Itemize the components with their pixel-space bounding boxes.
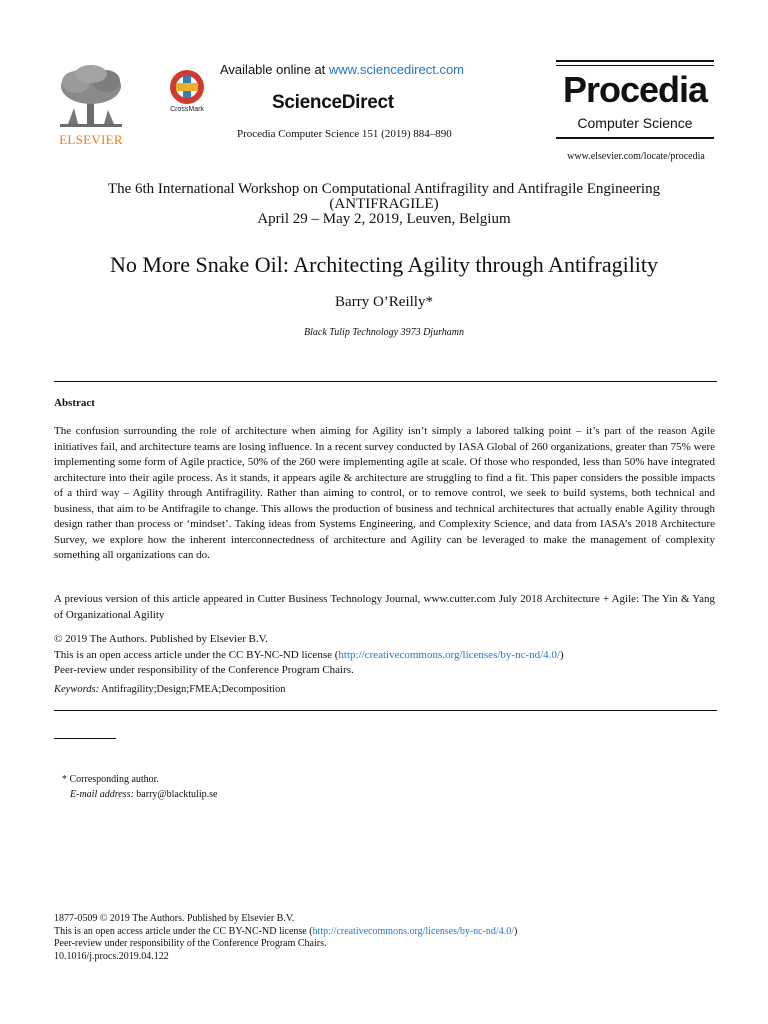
workshop-info bbox=[0, 182, 768, 227]
procedia-rule-top bbox=[556, 60, 714, 62]
elsevier-tree-icon bbox=[54, 64, 128, 130]
workshop-line-3: April 29 – May 2, 2019, Leuven, Belgium bbox=[257, 211, 511, 227]
copyright-line: © 2019 The Authors. Published by Elsevier B.V. bbox=[54, 633, 268, 645]
corresponding-footnote bbox=[62, 772, 217, 802]
paper-title: No More Snake Oil: Architecting Agility through Antifragility bbox=[109, 252, 659, 277]
paper-author: Barry O’Reilly* bbox=[335, 294, 433, 310]
bottom-license-prefix: This is an open access article under the CC BY-NC-ND license ( bbox=[54, 925, 313, 937]
paper-affiliation: Black Tulip Technology 3973 Djurhamn bbox=[304, 327, 464, 338]
abstract-body: The confusion surrounding the role of architecture when aiming for Agility isn’t simply a labored talking point – it’s part of the reason Agile initiatives fail, and architecture teams are losing influence. In a recent survey conducted by IASA Global of 260 organizations, greater than 75% were implementing some form of Agile practice, 50% of the 260 were implementing agile at scale. Of those who responded, less than 50% have integrated architecture into their agile process. As it stands, it appears agile & architecture are struggling to find a fit. This paper considers the possible impacts of a third way – Agility through Antifragility. Rather than aiming to control, or to remove control, we seek to build systems, both technical and business, that aim to be Antifragile to change. This allows the production of business and technical architectures that actually enable Agility through design rather than process or ‘mindset’. Taking ideas from Systems Engineering, and Complexity Science, and data from IASA’s 2018 Architecture Survey, we explore how the inherent interconnectedness of architecture and Agility can be leveraged to make the management of complexity something all organizations can do. bbox=[54, 425, 715, 561]
keywords-line bbox=[54, 684, 285, 695]
bottom-peer-review-line: Peer-review under responsibility of the Conference Program Chairs. bbox=[54, 938, 327, 949]
copyright-block bbox=[54, 632, 715, 679]
bottom-license-link[interactable]: http://creativecommons.org/licenses/by-nc-nd/4.0/ bbox=[312, 925, 514, 937]
workshop-line-2: (ANTIFRAGILE) bbox=[329, 196, 439, 212]
abstract-heading: Abstract bbox=[54, 397, 95, 409]
crossmark-icon bbox=[164, 68, 210, 106]
license-line bbox=[54, 648, 715, 664]
license-link[interactable]: http://creativecommons.org/licenses/by-nc-nd/4.0/ bbox=[338, 648, 560, 661]
available-online-line bbox=[220, 62, 464, 77]
procedia-subtitle: Computer Science bbox=[577, 115, 693, 131]
elsevier-logo bbox=[54, 64, 128, 148]
procedia-rule-top-thin bbox=[556, 65, 714, 66]
email-line bbox=[62, 787, 217, 802]
elsevier-wordmark: ELSEVIER bbox=[59, 132, 123, 147]
corresponding-author-line: * Corresponding author. bbox=[62, 774, 159, 785]
available-prefix: Available online at bbox=[220, 62, 329, 77]
sciencedirect-link[interactable]: www.sciencedirect.com bbox=[328, 62, 465, 77]
email-label: E-mail address: bbox=[70, 789, 134, 800]
procedia-title: Procedia bbox=[562, 69, 708, 110]
divider-top bbox=[54, 381, 717, 382]
bottom-license-line bbox=[54, 926, 517, 939]
procedia-rule-bottom bbox=[556, 137, 714, 139]
footnote-rule bbox=[54, 738, 116, 739]
issn-line: 1877-0509 © 2019 The Authors. Published by Elsevier B.V. bbox=[54, 913, 295, 924]
crossmark-label: CrossMark bbox=[170, 106, 204, 113]
journal-reference: Procedia Computer Science 151 (2019) 884–890 bbox=[237, 128, 452, 140]
workshop-line-1: The 6th International Workshop on Computational Antifragility and Antifragile Engineering bbox=[107, 181, 661, 197]
email-address[interactable]: barry@blacktulip.se bbox=[133, 789, 218, 800]
license-suffix: ) bbox=[560, 648, 564, 661]
procedia-logo bbox=[556, 60, 714, 142]
doi-line[interactable]: 10.1016/j.procs.2019.04.122 bbox=[54, 950, 169, 962]
keywords-label: Keywords: bbox=[54, 684, 100, 695]
bottom-copyright-block bbox=[54, 913, 517, 963]
crossmark-badge[interactable] bbox=[164, 68, 210, 120]
bottom-license-suffix: ) bbox=[513, 925, 518, 937]
sciencedirect-name: ScienceDirect bbox=[272, 92, 394, 113]
procedia-url[interactable]: www.elsevier.com/locate/procedia bbox=[567, 151, 705, 162]
peer-review-line: Peer-review under responsibility of the Conference Program Chairs. bbox=[54, 664, 354, 676]
keywords-values: Antifragility;Design;FMEA;Decomposition bbox=[99, 684, 286, 695]
previous-version-note: A previous version of this article appeared in Cutter Business Technology Journal, www.cutter.com July 2018 Architecture + Agile: The Yin & Yang of Organizational Agility bbox=[54, 593, 715, 621]
divider-bottom bbox=[54, 710, 717, 711]
license-prefix: This is an open access article under the CC BY-NC-ND license ( bbox=[54, 648, 339, 661]
